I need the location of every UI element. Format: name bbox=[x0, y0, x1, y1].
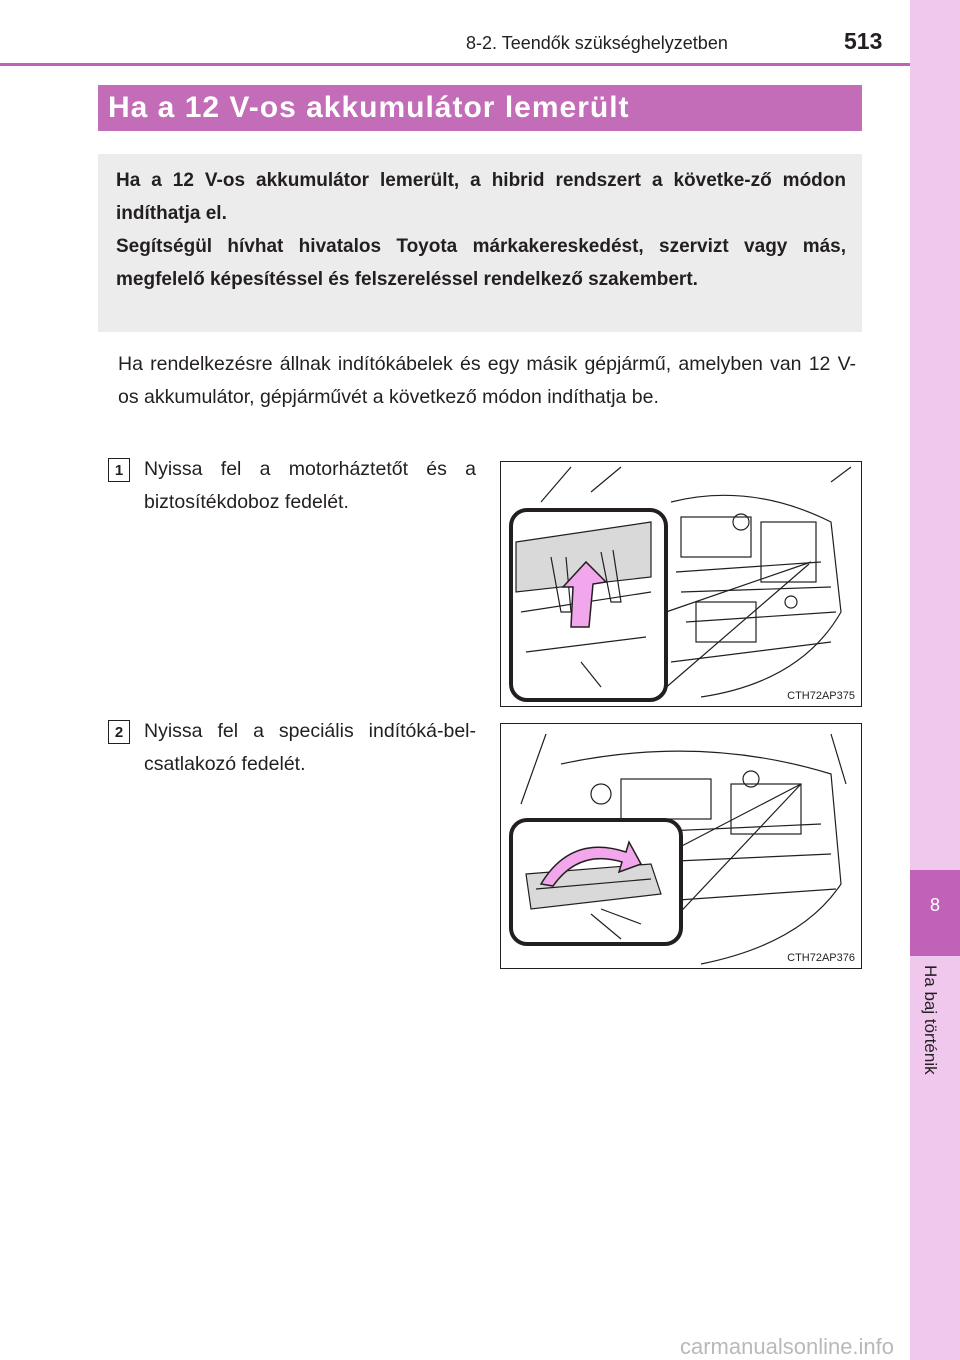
page-title: Ha a 12 V-os akkumulátor lemerült bbox=[108, 91, 630, 124]
step-number-1: 1 bbox=[108, 458, 130, 482]
title-band bbox=[98, 85, 862, 131]
figure-code-1: CTH72AP375 bbox=[787, 690, 855, 702]
figure-open-hood bbox=[500, 461, 862, 707]
figure-open-connector-cover bbox=[500, 723, 862, 969]
chapter-side-tab bbox=[910, 0, 960, 1360]
intro-paragraph-1: Ha a 12 V-os akkumulátor lemerült, a hibrid rendszert a követke-ző módon indíthatja el. bbox=[116, 170, 846, 224]
engine-bay-illustration-2 bbox=[501, 724, 862, 969]
engine-bay-illustration-1 bbox=[501, 462, 862, 707]
intro-box bbox=[98, 154, 862, 332]
lead-paragraph: Ha rendelkezésre állnak indítókábelek és egy másik gépjármű, amelyben van 12 V-os akkumulátor, gépjárművét a következő módon indíthatja be. bbox=[118, 353, 856, 408]
chapter-number: 8 bbox=[929, 895, 940, 915]
page-number: 513 bbox=[844, 28, 883, 54]
step-text-1: Nyissa fel a motorháztetőt és a biztosítékdoboz fedelét. bbox=[144, 458, 476, 513]
watermark: carmanualsonline.info bbox=[680, 1334, 895, 1359]
chapter-title: Ha baj történik bbox=[921, 965, 940, 1075]
header-rule bbox=[0, 63, 910, 66]
step-number-2: 2 bbox=[108, 720, 130, 744]
section-header: 8-2. Teendők szükséghelyzetben bbox=[466, 33, 728, 53]
step-text-2: Nyissa fel a speciális indítóká-bel-csatlakozó fedelét. bbox=[144, 720, 476, 775]
figure-code-2: CTH72AP376 bbox=[787, 952, 855, 964]
intro-paragraph-2: Segítségül hívhat hivatalos Toyota márkakereskedést, szervizt vagy más, megfelelő képesítéssel és felszereléssel rendelkező szakembert. bbox=[116, 236, 846, 290]
